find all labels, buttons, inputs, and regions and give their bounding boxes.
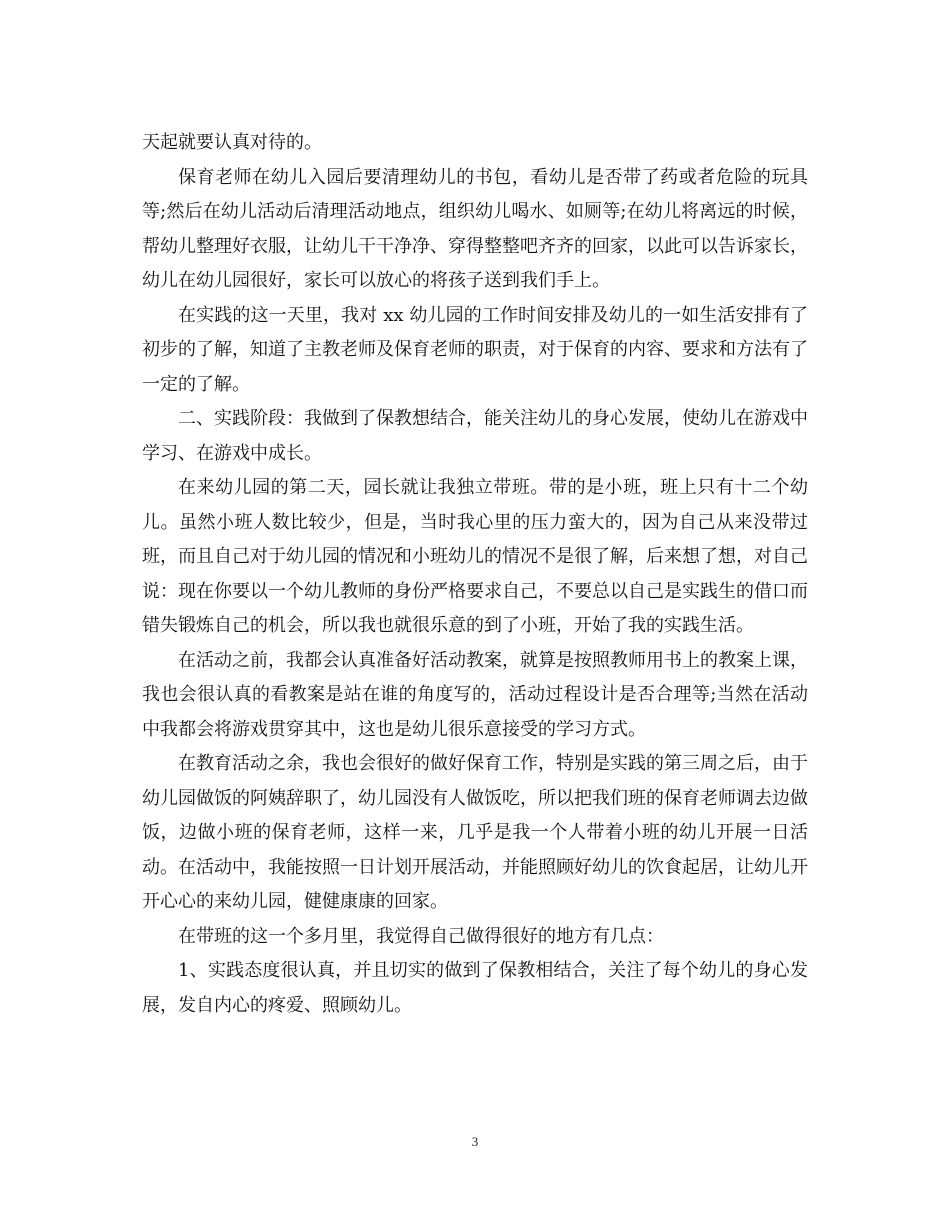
paragraph-7: 在教育活动之余，我也会很好的做好保育工作，特别是实践的第三周之后，由于幼儿园做饭的阿姨辞职了，幼儿园没有人做饭吃，所以把我们班的保育老师调去边做饭，边做小班的保育老师，这样一来，几乎是我一个人带着小班的幼儿开展一日活动。在活动中，我能按照一日计划开展活动，并能照顾好幼儿的饮食起居，让幼儿开开心心的来幼儿园，健健康康的回家。 — [142, 753, 808, 912]
document-body — [142, 126, 808, 1023]
paragraph-3: 在实践的这一天里，我对 xx 幼儿园的工作时间安排及幼儿的一如生活安排有了初步的了解，知道了主教老师及保育老师的职责，对于保育的内容、要求和方法有了一定的了解。 — [142, 304, 808, 395]
paragraph-6: 在活动之前，我都会认真准备好活动教案，就算是按照教师用书上的教案上课，我也会很认真的看教案是站在谁的角度写的，活动过程设计是否合理等;当然在活动中我都会将游戏贯穿其中，这也是幼儿很乐意接受的学习方式。 — [142, 649, 808, 740]
paragraph-1: 天起就要认真对待的。 — [142, 132, 322, 153]
page-number: 3 — [471, 1134, 479, 1149]
paragraph-8: 在带班的这一个多月里，我觉得自己做得很好的地方有几点： — [178, 925, 664, 947]
paragraph-5: 在来幼儿园的第二天，园长就让我独立带班。带的是小班，班上只有十二个幼儿。虽然小班人数比较少，但是，当时我心里的压力蛮大的，因为自己从来没带过班，而且自己对于幼儿园的情况和小班幼儿的情况不是很了解，后来想了想，对自己说：现在你要以一个幼儿教师的身份严格要求自己，不要总以自己是实践生的借口而错失锻炼自己的机会，所以我也就很乐意的到了小班，开始了我的实践生活。 — [142, 477, 808, 636]
paragraph-2: 保育老师在幼儿入园后要清理幼儿的书包，看幼儿是否带了药或者危险的玩具等;然后在幼儿活动后清理活动地点，组织幼儿喝水、如厕等;在幼儿将离远的时候，帮幼儿整理好衣服，让幼儿干干净净、穿得整整吧齐齐的回家，以此可以告诉家长，幼儿在幼儿园很好，家长可以放心的将孩子送到我们手上。 — [142, 166, 809, 291]
paragraph-9: 1、实践态度很认真，并且切实的做到了保教相结合，关注了每个幼儿的身心发展，发自内心的疼爱、照顾幼儿。 — [142, 960, 808, 1016]
paragraph-4: 二、实践阶段：我做到了保教想结合，能关注幼儿的身心发展，使幼儿在游戏中学习、在游戏中成长。 — [142, 408, 808, 464]
